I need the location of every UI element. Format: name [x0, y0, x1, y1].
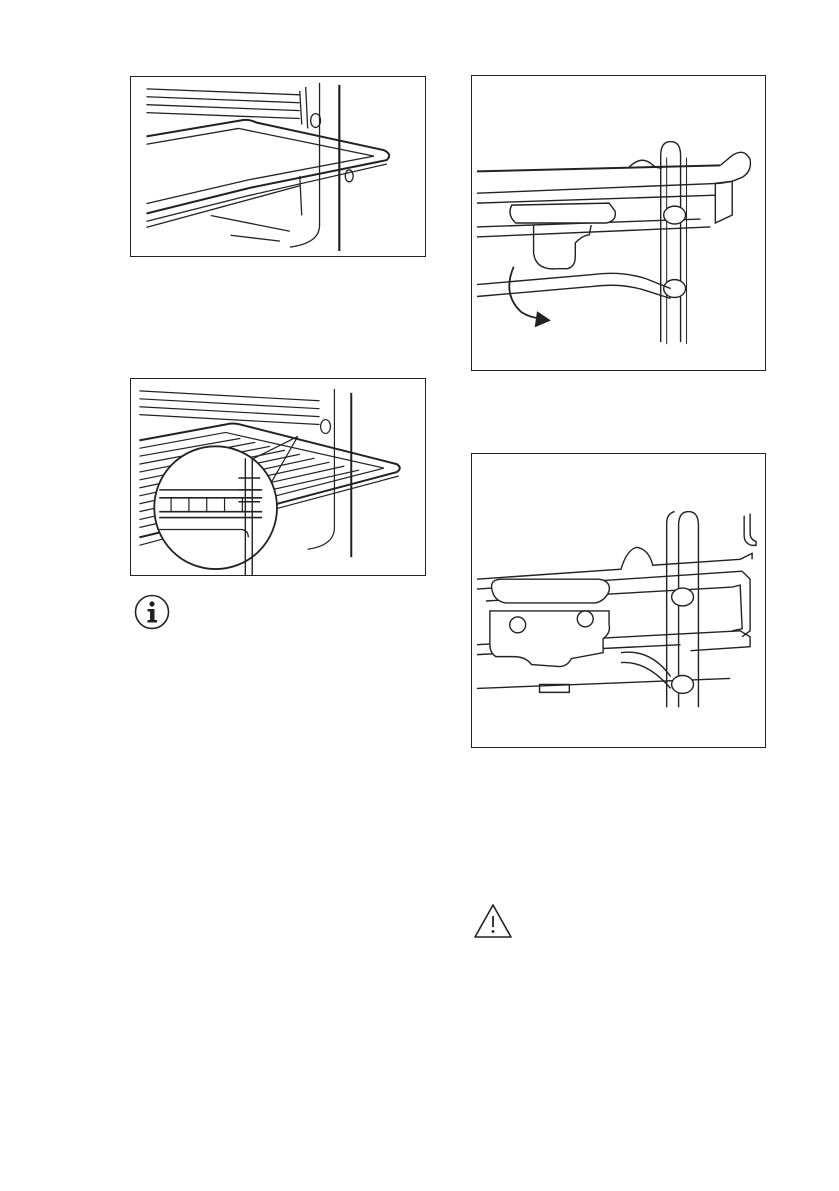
warning-icon — [472, 902, 514, 940]
figure-runner-release — [471, 75, 766, 371]
figure-wire-shelf-detail — [130, 378, 426, 576]
info-icon — [133, 593, 171, 631]
runner-installed-illustration — [472, 454, 765, 747]
runner-release-illustration — [472, 76, 765, 370]
figure-tray-on-rails — [130, 76, 426, 257]
wire-shelf-illustration — [131, 379, 425, 575]
baking-tray-illustration — [131, 77, 425, 256]
figure-runner-installed — [471, 453, 766, 748]
